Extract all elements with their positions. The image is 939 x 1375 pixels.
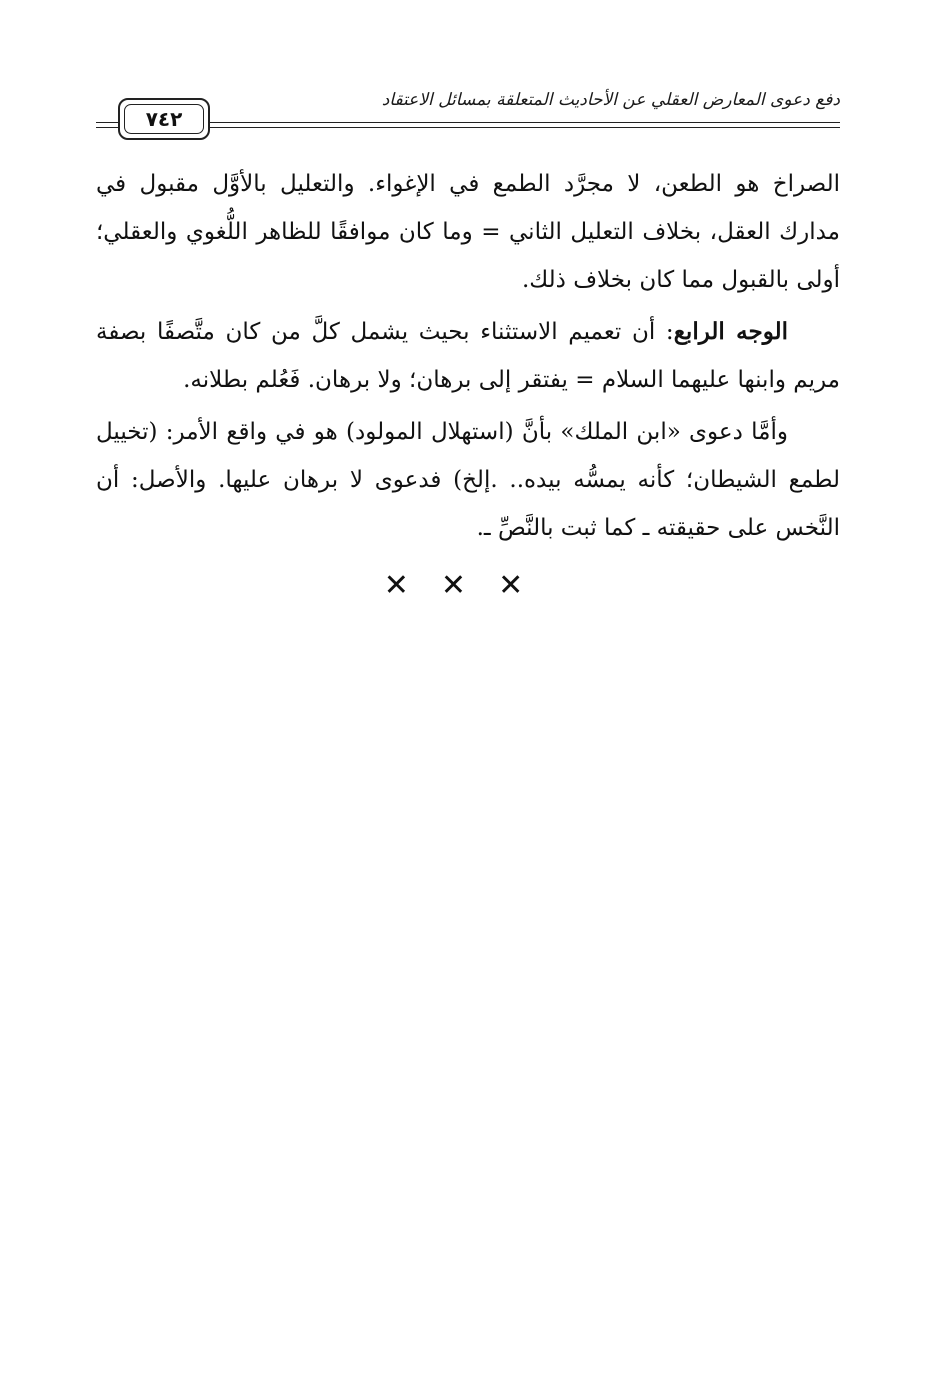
paragraph-2	[96, 308, 840, 404]
paragraph-2-text: : أن تعميم الاستثناء بحيث يشمل كلَّ من كان متَّصفًا بصفة مريم وابنها عليهما السلام = يفتقر إلى برهان؛ ولا برهان. فَعُلم بطلانه.	[96, 319, 840, 393]
running-title: دفع دعوى المعارض العقلي عن الأحاديث المتعلقة بمسائل الاعتقاد	[381, 90, 840, 110]
header-rule-top	[196, 122, 840, 123]
header-rule-bottom	[196, 127, 840, 128]
section-end-ornament	[0, 568, 939, 603]
paragraph-1: الصراخ هو الطعن، لا مجرَّد الطمع في الإغواء. والتعليل بالأوَّل مقبول في مدارك العقل، بخلاف التعليل الثاني = وما كان موافقًا للظاهر اللُّغوي والعقلي؛ أولى بالقبول مما كان بخلاف ذلك.	[96, 171, 840, 293]
page-number: ٧٤٢	[124, 104, 204, 134]
ornament-icon: ✕	[383, 568, 441, 603]
running-header	[96, 76, 840, 146]
paragraph-3: وأمَّا دعوى «ابن الملك» بأنَّ (استهلال المولود) هو في واقع الأمر: (تخييل لطمع الشيطان؛ كأنه يمسُّه بيده.. .إلخ) فدعوى لا برهان عليها. والأصل: أن النَّخس على حقيقته ـ كما ثبت بالنَّصِّ ـ.	[96, 419, 840, 541]
body-text	[96, 160, 840, 556]
section-lead: الوجه الرابع	[673, 318, 788, 345]
ornament-icon: ✕	[440, 568, 499, 603]
ornament-icon: ✕	[498, 568, 556, 603]
page-number-frame	[118, 98, 210, 140]
